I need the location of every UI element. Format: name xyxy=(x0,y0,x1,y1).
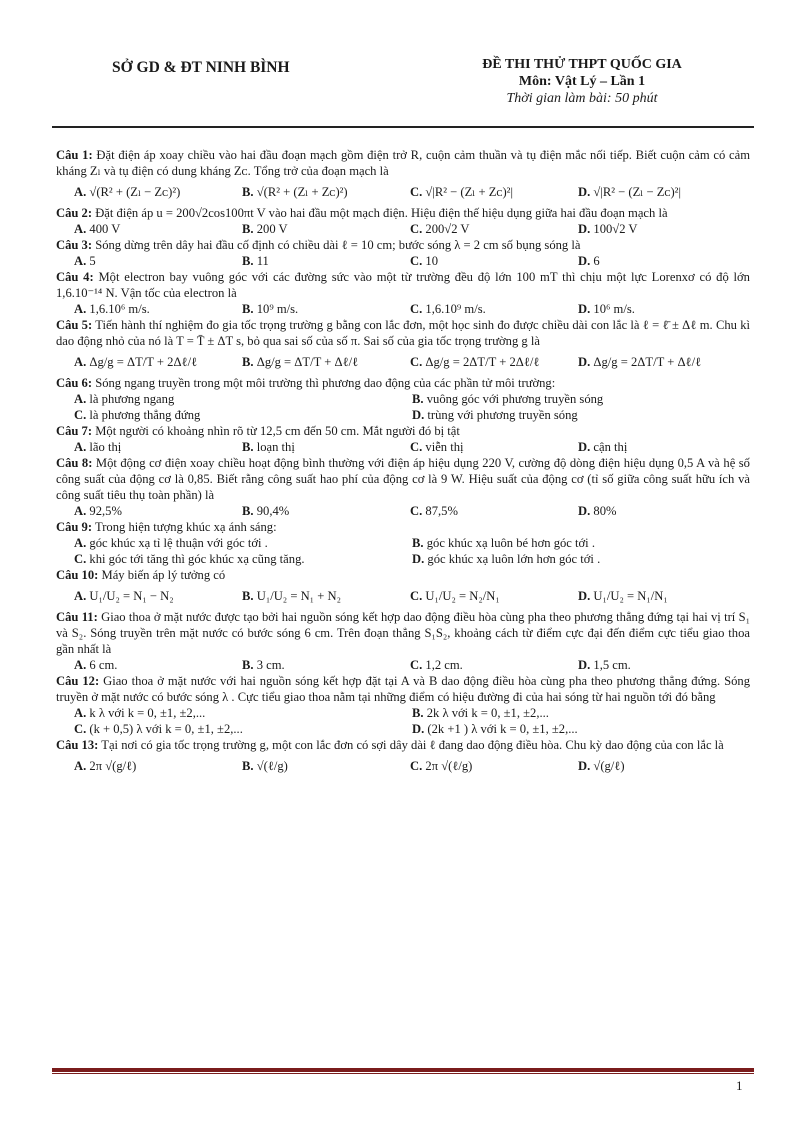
option-text: √(R² + (Zₗ + Zᴄ)²) xyxy=(256,185,348,199)
answer-option[interactable] xyxy=(578,439,746,455)
option-letter: A. xyxy=(74,355,87,369)
question xyxy=(56,737,750,779)
answer-option[interactable] xyxy=(242,753,410,779)
option-letter: D. xyxy=(578,658,591,672)
option-text: 87,5% xyxy=(425,504,458,518)
footer-divider xyxy=(52,1068,754,1072)
option-letter: C. xyxy=(410,440,423,454)
answer-option[interactable] xyxy=(74,179,242,205)
question-label: Câu 9: xyxy=(56,520,93,534)
question-stem xyxy=(56,455,750,503)
question-label: Câu 4: xyxy=(56,270,94,284)
question xyxy=(56,423,750,455)
question-label: Câu 11: xyxy=(56,610,98,624)
option-text: (k + 0,5) λ với k = 0, ±1, ±2,... xyxy=(89,722,243,736)
option-text: U₁/U₂ = N₁ + N₂ xyxy=(256,589,341,603)
exam-header xyxy=(462,56,702,108)
option-letter: A. xyxy=(74,185,87,199)
answer-option[interactable] xyxy=(412,407,750,423)
option-text: 400 V xyxy=(89,222,121,236)
answer-option[interactable] xyxy=(74,753,242,779)
option-letter: C. xyxy=(410,759,423,773)
question-label: Câu 6: xyxy=(56,376,93,390)
question-text: Một động cơ điện xoay chiều hoạt động bình thường với điện áp hiệu dụng 220 V, cường độ dòng điện hiệu dụng 0,5 A và hệ số công suất của động cơ là 0,85. Biết rằng công suất hao phí của động cơ là 9 W. Hiệu suất của động cơ (tỉ số giữa công suất hữu ích và công suất tiêu thụ toàn phần) là xyxy=(56,456,750,502)
answer-option[interactable] xyxy=(242,253,410,269)
question-text: Sóng ngang truyền trong một môi trường thì phương dao động của các phần tử môi trường: xyxy=(95,376,556,390)
option-text: 200√2 V xyxy=(425,222,470,236)
option-letter: A. xyxy=(74,536,87,550)
option-text: 200 V xyxy=(256,222,288,236)
option-text: √(ℓ/g) xyxy=(256,759,288,773)
answer-option[interactable] xyxy=(242,583,410,609)
question-label: Câu 10: xyxy=(56,568,99,582)
answer-option[interactable] xyxy=(74,551,412,567)
answer-option[interactable] xyxy=(578,657,746,673)
option-text: là phương ngang xyxy=(89,392,175,406)
answer-option[interactable] xyxy=(410,221,578,237)
option-letter: A. xyxy=(74,504,87,518)
option-letter: D. xyxy=(578,759,591,773)
option-text: vuông góc với phương truyền sóng xyxy=(426,392,604,406)
option-letter: D. xyxy=(412,722,425,736)
option-letter: A. xyxy=(74,440,87,454)
answer-option[interactable] xyxy=(578,349,746,375)
answer-options xyxy=(74,583,750,609)
question-label: Câu 7: xyxy=(56,424,93,438)
answer-options xyxy=(74,753,750,779)
answer-option[interactable] xyxy=(242,221,410,237)
option-letter: D. xyxy=(578,440,591,454)
question-stem xyxy=(56,673,750,705)
question-label: Câu 5: xyxy=(56,318,93,332)
option-text: Δg/g = ΔT/T + Δℓ/ℓ xyxy=(256,355,359,369)
option-text: trùng với phương truyền sóng xyxy=(427,408,578,422)
option-text: 1,6.10⁹ m/s. xyxy=(425,302,486,316)
option-text: 11 xyxy=(256,254,269,268)
question-stem xyxy=(56,737,750,753)
question-text: Đặt điện áp xoay chiều vào hai đầu đoạn mạch gồm điện trở R, cuộn cảm thuần và tụ điện mắc nối tiếp. Biết cuộn cảm có cảm kháng Zₗ và tụ điện có dung kháng Zᴄ. Tổng trở của đoạn mạch là xyxy=(56,148,750,178)
answer-option[interactable] xyxy=(242,439,410,455)
option-text: là phương thẳng đứng xyxy=(89,408,201,422)
answer-options xyxy=(74,179,750,205)
question xyxy=(56,269,750,317)
answer-option[interactable] xyxy=(410,179,578,205)
question-stem xyxy=(56,423,750,439)
answer-option[interactable] xyxy=(578,301,746,317)
option-letter: D. xyxy=(578,185,591,199)
answer-option[interactable] xyxy=(578,253,746,269)
question xyxy=(56,237,750,269)
question-text: Một người có khoảng nhìn rõ từ 12,5 cm đến 50 cm. Mắt người đó bị tật xyxy=(95,424,460,438)
answer-option[interactable] xyxy=(410,301,578,317)
exam-title: ĐỀ THI THỬ THPT QUỐC GIA xyxy=(482,57,682,72)
question-label: Câu 1: xyxy=(56,148,93,162)
option-text: cận thị xyxy=(593,440,628,454)
question-label: Câu 13: xyxy=(56,738,99,752)
option-letter: C. xyxy=(74,722,87,736)
question-stem xyxy=(56,147,750,179)
option-letter: B. xyxy=(242,759,254,773)
question xyxy=(56,375,750,423)
question xyxy=(56,673,750,737)
answer-option[interactable] xyxy=(412,551,750,567)
answer-option[interactable] xyxy=(578,221,746,237)
option-letter: A. xyxy=(74,658,87,672)
option-letter: D. xyxy=(412,552,425,566)
answer-options xyxy=(74,705,750,737)
option-letter: B. xyxy=(242,589,254,603)
option-text: 100√2 V xyxy=(593,222,638,236)
option-text: Δg/g = 2ΔT/T + Δℓ/ℓ xyxy=(593,355,702,369)
answer-option[interactable] xyxy=(410,583,578,609)
option-text: góc khúc xạ luôn lớn hơn góc tới . xyxy=(427,552,601,566)
option-letter: B. xyxy=(412,392,424,406)
answer-option[interactable] xyxy=(74,583,242,609)
option-text: 6 xyxy=(593,254,600,268)
option-text: 90,4% xyxy=(256,504,290,518)
option-letter: C. xyxy=(410,254,423,268)
answer-options xyxy=(74,535,750,567)
answer-options xyxy=(74,253,750,269)
option-text: khi góc tới tăng thì góc khúc xạ cũng tăng. xyxy=(89,552,305,566)
option-letter: D. xyxy=(412,408,425,422)
option-letter: D. xyxy=(578,302,591,316)
option-text: góc khúc xạ tỉ lệ thuận với góc tới . xyxy=(89,536,268,550)
option-letter: D. xyxy=(578,355,591,369)
option-text: Δg/g = 2ΔT/T + 2Δℓ/ℓ xyxy=(425,355,540,369)
option-text: (2k +1 ) λ với k = 0, ±1, ±2,... xyxy=(427,722,578,736)
question-stem xyxy=(56,237,750,253)
question-text: Một electron bay vuông góc với các đường sức vào một từ trường đều độ lớn 100 mT thì chịu một lực Lorenxơ có độ lớn 1,6.10⁻¹⁴ N. Vận tốc của electron là xyxy=(56,270,750,300)
option-letter: D. xyxy=(578,589,591,603)
question-label: Câu 12: xyxy=(56,674,100,688)
answer-option[interactable] xyxy=(242,657,410,673)
question-stem xyxy=(56,205,750,221)
question xyxy=(56,317,750,375)
option-text: 80% xyxy=(593,504,617,518)
option-text: Δg/g = ΔT/T + 2Δℓ/ℓ xyxy=(89,355,198,369)
answer-option[interactable] xyxy=(410,349,578,375)
answer-options xyxy=(74,657,750,673)
answer-option[interactable] xyxy=(412,705,750,721)
question-label: Câu 2: xyxy=(56,206,93,220)
answer-option[interactable] xyxy=(242,179,410,205)
answer-option[interactable] xyxy=(578,179,746,205)
answer-options xyxy=(74,221,750,237)
option-letter: C. xyxy=(410,658,423,672)
option-text: √|R² − (Zₗ + Zᴄ)²| xyxy=(425,185,513,199)
option-text: 1,6.10⁶ m/s. xyxy=(89,302,150,316)
option-letter: C. xyxy=(410,302,423,316)
question-stem xyxy=(56,519,750,535)
option-letter: C. xyxy=(410,504,423,518)
exam-subject: Môn: Vật Lý – Lần 1 xyxy=(518,74,646,89)
question-text: Tại nơi có gia tốc trọng trường g, một con lắc đơn có sợi dây dài ℓ đang dao động điều hòa. Chu kỳ dao động của con lắc là xyxy=(101,738,724,752)
question xyxy=(56,205,750,237)
option-text: 6 cm. xyxy=(89,658,118,672)
answer-option[interactable] xyxy=(74,349,242,375)
answer-options xyxy=(74,301,750,317)
option-text: 1,2 cm. xyxy=(425,658,463,672)
answer-option[interactable] xyxy=(74,705,412,721)
question-stem xyxy=(56,567,750,583)
answer-option[interactable] xyxy=(74,391,412,407)
answer-option[interactable] xyxy=(578,583,746,609)
option-text: loạn thị xyxy=(256,440,295,454)
answer-option[interactable] xyxy=(74,301,242,317)
option-letter: C. xyxy=(410,355,423,369)
option-letter: A. xyxy=(74,392,87,406)
question-text: Tiến hành thí nghiệm đo gia tốc trọng trường g bằng con lắc đơn, một học sinh đo được chiều dài con lắc là ℓ = ℓ̄ ± Δℓ m. Chu kì dao động nhỏ của nó là T = T̄ ± ΔT s, bỏ qua sai số của số π. Sai số của gia tốc trọng trường g là xyxy=(56,318,750,348)
option-text: U₁/U₂ = N₁/N₁ xyxy=(593,589,668,603)
question-text: Giao thoa ở mặt nước được tạo bởi hai nguồn sóng kết hợp dao động điều hòa cùng pha theo phương thẳng đứng tại hai vị trí S₁ và S₂. Sóng truyền trên mặt nước có bước sóng 6 cm. Trên đoạn thẳng S₁S₂, khoảng cách từ điểm cực đại đến điểm cực tiểu giao thoa gần nhất là xyxy=(56,610,750,656)
answer-option[interactable] xyxy=(410,503,578,519)
option-text: √|R² − (Zₗ − Zᴄ)²| xyxy=(593,185,681,199)
option-text: 2k λ với k = 0, ±1, ±2,... xyxy=(426,706,549,720)
option-text: viễn thị xyxy=(425,440,464,454)
answer-option[interactable] xyxy=(74,253,242,269)
option-text: 1,5 cm. xyxy=(593,658,631,672)
question-label: Câu 3: xyxy=(56,238,93,252)
answer-option[interactable] xyxy=(74,657,242,673)
department-name: SỞ GD & ĐT NINH BÌNH xyxy=(112,59,290,76)
answer-options xyxy=(74,391,750,423)
answer-options xyxy=(74,349,750,375)
option-text: 10⁹ m/s. xyxy=(256,302,299,316)
option-text: 5 xyxy=(89,254,96,268)
answer-options xyxy=(74,503,750,519)
answer-option[interactable] xyxy=(74,503,242,519)
answer-option[interactable] xyxy=(74,407,412,423)
answer-option[interactable] xyxy=(74,439,242,455)
option-text: U₁/U₂ = N₂/N₁ xyxy=(425,589,500,603)
answer-option[interactable] xyxy=(412,721,750,737)
option-letter: B. xyxy=(242,185,254,199)
option-text: √(g/ℓ) xyxy=(593,759,625,773)
answer-option[interactable] xyxy=(242,503,410,519)
question xyxy=(56,455,750,519)
question-list xyxy=(56,147,750,779)
option-letter: B. xyxy=(242,254,254,268)
option-letter: B. xyxy=(412,536,424,550)
answer-option[interactable] xyxy=(74,721,412,737)
question-label: Câu 8: xyxy=(56,456,93,470)
question xyxy=(56,519,750,567)
question xyxy=(56,609,750,673)
option-letter: D. xyxy=(578,254,591,268)
option-letter: C. xyxy=(410,222,423,236)
question-text: Sóng dừng trên dây hai đầu cố định có chiều dài ℓ = 10 cm; bước sóng λ = 2 cm số bụng sóng là xyxy=(95,238,581,252)
answer-option[interactable] xyxy=(410,753,578,779)
answer-options xyxy=(74,439,750,455)
option-text: √(R² + (Zₗ − Zᴄ)²) xyxy=(89,185,181,199)
option-letter: B. xyxy=(412,706,424,720)
question-text: Máy biến áp lý tưởng có xyxy=(101,568,226,582)
option-letter: D. xyxy=(578,504,591,518)
answer-option[interactable] xyxy=(410,657,578,673)
option-letter: A. xyxy=(74,254,87,268)
header-divider xyxy=(52,126,754,128)
option-text: U₁/U₂ = N₁ − N₂ xyxy=(89,589,174,603)
question xyxy=(56,147,750,205)
question-text: Trong hiện tượng khúc xạ ánh sáng: xyxy=(94,520,277,534)
answer-option[interactable] xyxy=(242,349,410,375)
answer-option[interactable] xyxy=(242,301,410,317)
question-stem xyxy=(56,269,750,301)
answer-option[interactable] xyxy=(410,439,578,455)
option-text: 92,5% xyxy=(89,504,122,518)
question-stem xyxy=(56,375,750,391)
answer-option[interactable] xyxy=(74,221,242,237)
option-letter: B. xyxy=(242,355,254,369)
option-text: 3 cm. xyxy=(256,658,285,672)
option-letter: C. xyxy=(410,185,423,199)
answer-option[interactable] xyxy=(578,503,746,519)
option-text: k λ với k = 0, ±1, ±2,... xyxy=(89,706,206,720)
question-stem xyxy=(56,317,750,349)
option-text: 10 xyxy=(425,254,438,268)
option-letter: A. xyxy=(74,302,87,316)
page-number: 1 xyxy=(736,1078,743,1093)
option-text: 2π √(g/ℓ) xyxy=(89,759,137,773)
answer-option[interactable] xyxy=(578,753,746,779)
exam-duration: Thời gian làm bài: 50 phút xyxy=(506,91,658,106)
question-stem xyxy=(56,609,750,657)
option-text: góc khúc xạ luôn bé hơn góc tới . xyxy=(426,536,595,550)
option-letter: D. xyxy=(578,222,591,236)
option-letter: B. xyxy=(242,222,254,236)
answer-option[interactable] xyxy=(410,253,578,269)
question-text: Giao thoa ở mặt nước với hai nguồn sóng kết hợp đặt tại A và B dao động điều hòa cùng pha theo phương thẳng đứng. Sóng truyền ở mặt nước có bước sóng λ . Cực tiểu giao thoa nằm tại những điểm có hiệu đường đi của hai sóng từ hai nguồn tới đó bằng xyxy=(56,674,750,704)
option-letter: C. xyxy=(410,589,423,603)
option-letter: B. xyxy=(242,658,254,672)
option-text: lão thị xyxy=(89,440,122,454)
option-letter: B. xyxy=(242,504,254,518)
answer-option[interactable] xyxy=(412,391,750,407)
answer-option[interactable] xyxy=(412,535,750,551)
option-letter: B. xyxy=(242,440,254,454)
question xyxy=(56,567,750,609)
option-letter: A. xyxy=(74,589,87,603)
option-letter: A. xyxy=(74,759,87,773)
option-text: 2π √(ℓ/g) xyxy=(425,759,473,773)
option-letter: C. xyxy=(74,552,87,566)
option-letter: C. xyxy=(74,408,87,422)
option-letter: A. xyxy=(74,706,87,720)
option-text: 10⁶ m/s. xyxy=(593,302,635,316)
footer-divider-thin xyxy=(52,1073,754,1074)
option-letter: A. xyxy=(74,222,87,236)
answer-option[interactable] xyxy=(74,535,412,551)
option-letter: B. xyxy=(242,302,254,316)
question-text: Đặt điện áp u = 200√2cos100πt V vào hai đầu một mạch điện. Hiệu điện thế hiệu dụng giữa hai đầu đoạn mạch là xyxy=(95,206,668,220)
